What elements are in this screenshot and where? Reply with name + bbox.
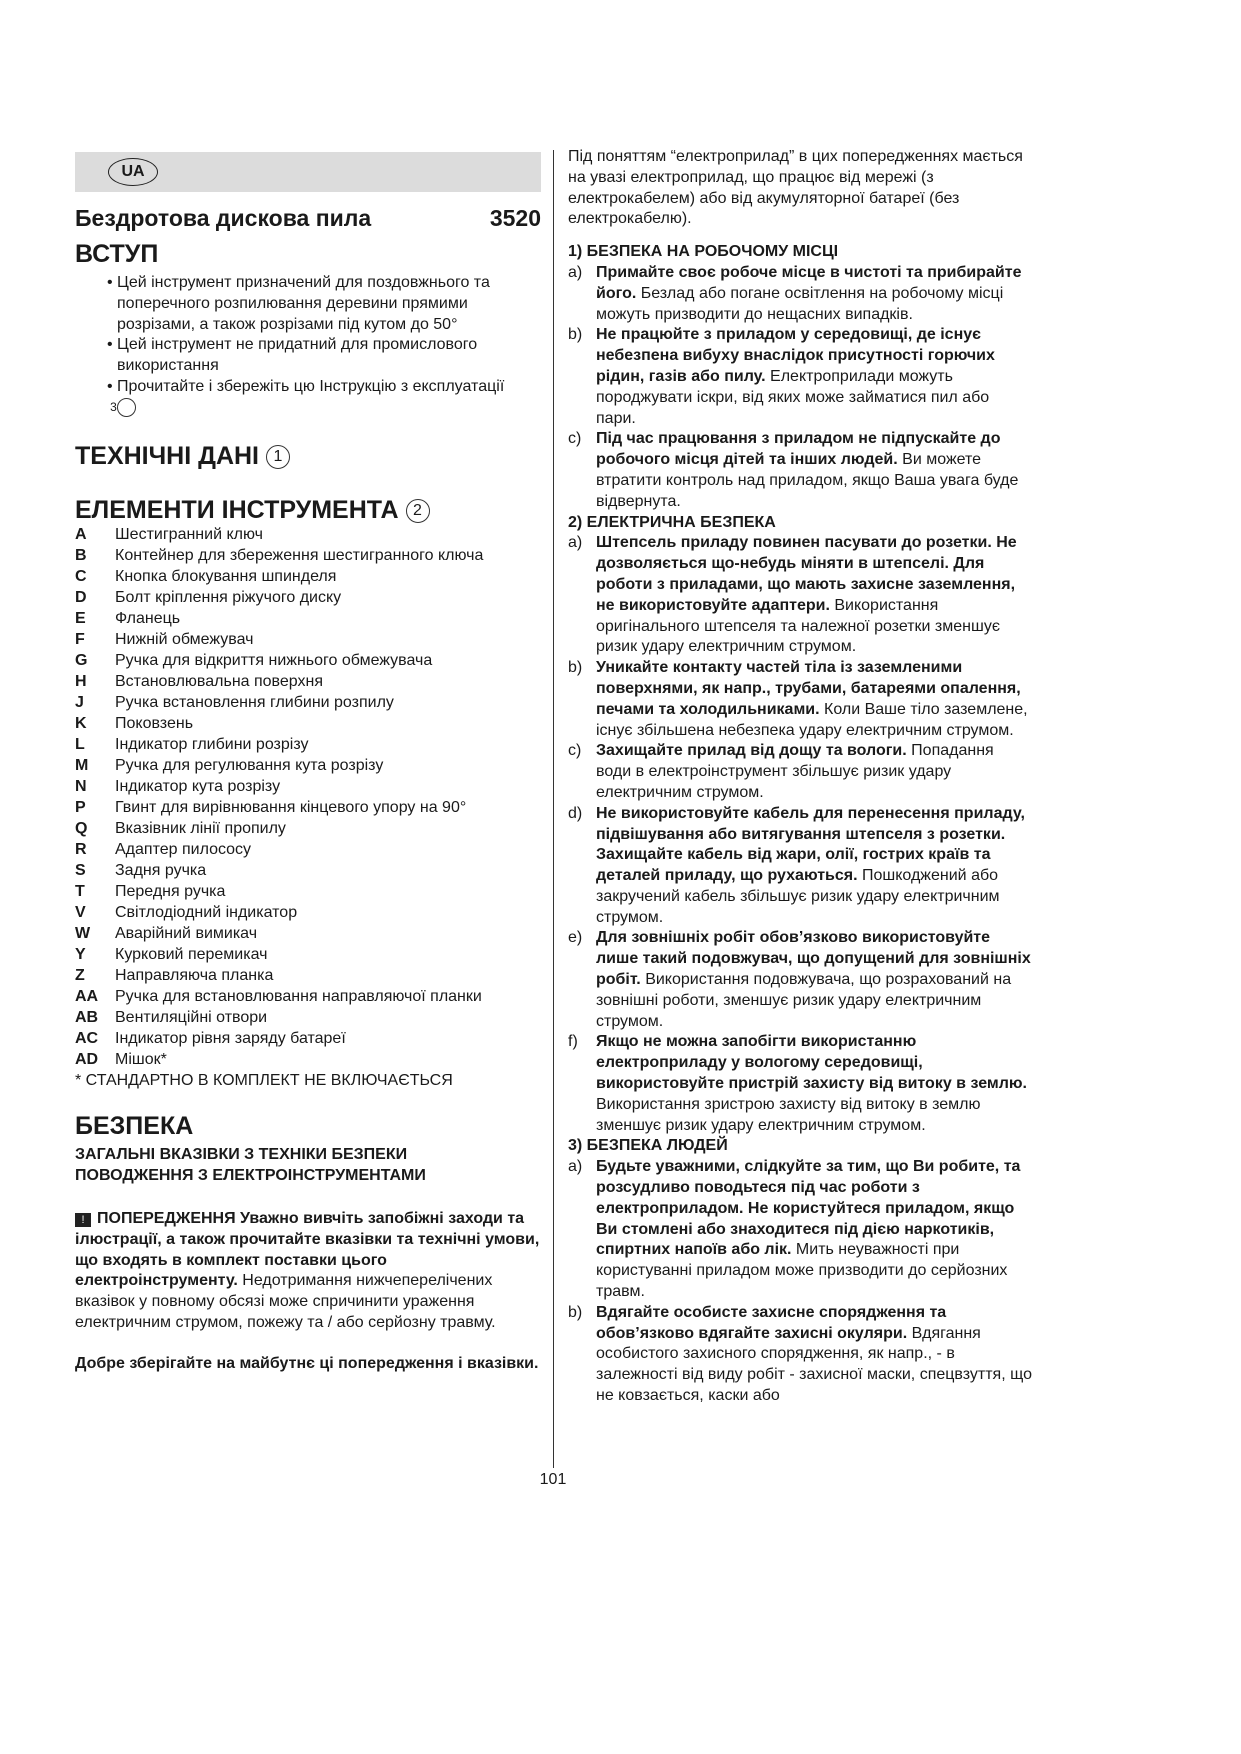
item-text: Електроприлади можуть породжувати іскри, від яких може займатися пил або пари. xyxy=(596,367,990,427)
element-label: Встановлювальна поверхня xyxy=(115,672,323,690)
safety-item xyxy=(568,429,1033,512)
element-item xyxy=(75,693,541,714)
element-key: D xyxy=(75,588,87,606)
element-label: Контейнер для збереження шестигранного ключа xyxy=(115,546,484,564)
safety-item xyxy=(568,658,1033,741)
element-key: L xyxy=(75,735,85,753)
element-item xyxy=(75,1008,541,1029)
warning-text: Недотримання нижчеперелічених вказівок у повному обсязі може спричинити ураження електричним струмом, пожежу та / або серйозну травму. xyxy=(75,1272,496,1331)
element-key: AD xyxy=(75,1050,99,1068)
item-text: Коли Ваше тіло заземлене, існує збільшена небезпека удару електричним струмом. xyxy=(596,700,1028,739)
item-letter: d) xyxy=(568,804,583,822)
elements-list xyxy=(75,525,541,1071)
element-item xyxy=(75,966,541,987)
item-letter: f) xyxy=(568,1033,578,1051)
safety-item xyxy=(568,804,1033,929)
element-key: AB xyxy=(75,1008,99,1026)
tech-heading xyxy=(75,441,541,471)
intro-bullet: • Цей інструмент призначений для поздовжнього та поперечного розпилювання деревини прямими розрізами, а також розрізами під кутом до 50° xyxy=(75,273,541,335)
element-key: V xyxy=(75,903,86,921)
model-number: 3520 xyxy=(489,205,541,231)
item-text: Вдягання особистого захисного спорядження, як напр., - в залежності від виду робіт - захисної маски, спецвзуття, що не ковзається, каски або xyxy=(596,1324,1032,1405)
item-text: Використання оригінального штепселя та належної розетки зменшує ризик удару електричним струмом. xyxy=(596,596,1000,656)
element-label: Задня ручка xyxy=(115,861,207,879)
right-column xyxy=(568,147,1033,1407)
intro-list xyxy=(75,273,541,419)
element-item xyxy=(75,924,541,945)
figure-ref: 2 xyxy=(406,499,430,523)
item-text: Безлад або погане освітлення на робочому місці можуть призводити до нещасних випадків. xyxy=(596,284,1004,323)
item-bold: Будьте уважними, слідкуйте за тим, що Ви робите, та розсудливо поводьтеся під час роботи з електроприладом. Не користуйтеся приладом, якщо Ви стомлені або знаходитеся під дією наркотиків, спиртних напоїв або лік. xyxy=(596,1158,1021,1259)
item-letter: a) xyxy=(568,534,583,552)
element-key: N xyxy=(75,777,87,795)
element-label: Ручка встановлення глибини розпилу xyxy=(115,693,394,711)
safety-item xyxy=(568,325,1033,429)
element-item xyxy=(75,567,541,588)
item-bold: Для зовнішніх робіт обов’язково використовуйте лише такий подовжувач, що допущений для зовнішніх робіт. xyxy=(596,929,1031,989)
product-name: Бездротова дискова пила xyxy=(75,205,372,231)
item-text: Використання подовжувача, що розрахований на зовнішні роботи, зменшує ризик удару електричним струмом. xyxy=(596,971,1012,1030)
element-label: Гвинт для вирівнювання кінцевого упору на 90° xyxy=(115,798,467,816)
element-item xyxy=(75,672,541,693)
element-key: E xyxy=(75,609,86,627)
element-key: AA xyxy=(75,987,99,1005)
element-label: Індикатор глибини розрізу xyxy=(115,735,309,753)
definition-paragraph: Під поняттям “електроприлад” в цих попередженнях мається на увазі електроприлад, що працює від мережі (з електрокабелем) або від акумуляторної батареї (без електрокабелю). xyxy=(568,148,1023,228)
element-item xyxy=(75,840,541,861)
element-item xyxy=(75,546,541,567)
element-item xyxy=(75,756,541,777)
element-item xyxy=(75,609,541,630)
element-label: Кнопка блокування шпинделя xyxy=(115,567,337,585)
safety-item xyxy=(568,928,1033,1032)
element-item xyxy=(75,819,541,840)
item-bold: Захищайте прилад від дощу та вологи. xyxy=(596,742,907,760)
item-bold: Уникайте контакту частей тіла із заземленими поверхнями, як напр., трубами, батареями опалення, печами та холодильниками. xyxy=(596,659,1021,718)
figure-ref: 1 xyxy=(266,445,290,469)
bullet-text: Прочитайте і збережіть цю Інструкцію з експлуатації xyxy=(117,377,505,395)
safety-heading: БЕЗПЕКА xyxy=(75,1112,194,1141)
element-label: Поковзень xyxy=(115,714,194,732)
item-letter: e) xyxy=(568,929,583,947)
section-heading: 2) ЕЛЕКТРИЧНА БЕЗПЕКА xyxy=(568,513,776,531)
heading-text: ЕЛЕМЕНТИ ІНСТРУМЕНТА xyxy=(75,495,399,524)
element-label: Ручка для відкриття нижнього обмежувача xyxy=(115,651,433,669)
document-title xyxy=(75,205,541,231)
element-key: M xyxy=(75,756,89,774)
intro-heading: ВСТУП xyxy=(75,240,159,268)
safety-item xyxy=(568,1032,1033,1136)
item-bold: Примайте своє робоче місце в чистоті та прибирайте його. xyxy=(596,263,1022,302)
element-label: Вказівник лінії пропилу xyxy=(115,819,286,837)
element-key: Z xyxy=(75,966,85,984)
element-label: Ручка для встановлювання направляючої планки xyxy=(115,987,482,1005)
element-key: T xyxy=(75,882,85,900)
section-heading: 3) БЕЗПЕКА ЛЮДЕЙ xyxy=(568,1137,728,1155)
element-key: P xyxy=(75,798,86,816)
element-key: A xyxy=(75,525,87,543)
item-text: Ви можете втратити контроль над приладом, якщо Ваша увага буде відвернута. xyxy=(596,451,1019,510)
item-text: Попадання води в електроінструмент збільшує ризик удару електричним струмом. xyxy=(596,742,994,801)
element-key: S xyxy=(75,861,86,879)
element-item xyxy=(75,1050,541,1071)
element-item xyxy=(75,714,541,735)
column-divider xyxy=(553,150,554,1468)
language-band xyxy=(75,152,541,192)
element-key: W xyxy=(75,924,91,942)
element-key: J xyxy=(75,693,84,711)
element-item xyxy=(75,1029,541,1050)
item-bold: Якщо не можна запобігти використанню електроприладу у вологому середовищі, використовуйте пристрій захисту від витоку в землю. xyxy=(596,1033,1027,1093)
element-key: R xyxy=(75,840,87,858)
element-item xyxy=(75,945,541,966)
keep-instructions: Добре зберігайте на майбутнє ці попередження і вказівки. xyxy=(75,1354,539,1372)
element-label: Направляюча планка xyxy=(115,966,274,984)
element-item xyxy=(75,903,541,924)
safety-item xyxy=(568,263,1033,325)
element-label: Нижній обмежувач xyxy=(115,630,254,648)
item-bold: Не працюйте з приладом у середовищі, де існує небезпена вибуху внаслідок присутності горючих рідин, газів або пилу. xyxy=(596,326,995,385)
element-item xyxy=(75,987,541,1008)
element-label: Курковий перемикач xyxy=(115,945,268,963)
intro-bullet: • Цей інструмент не придатний для промислового використання xyxy=(75,335,541,377)
element-key: G xyxy=(75,651,88,669)
item-letter: b) xyxy=(568,326,583,344)
item-bold: Не використовуйте кабель для перенесення приладу, підвішування або витягування штепселя з розетки. Захищайте кабель від жари, олії, гострих країв та деталей приладу, що рухаються. xyxy=(596,804,1025,885)
element-item xyxy=(75,777,541,798)
item-letter: c) xyxy=(568,430,582,448)
element-label: Індикатор рівня заряду батареї xyxy=(115,1029,346,1047)
item-letter: a) xyxy=(568,1158,583,1176)
element-key: F xyxy=(75,630,85,648)
element-label: Болт кріплення ріжучого диску xyxy=(115,588,342,606)
item-letter: b) xyxy=(568,1303,583,1321)
element-key: Y xyxy=(75,945,86,963)
element-label: Шестигранний ключ xyxy=(115,525,263,543)
element-label: Вентиляційні отвори xyxy=(115,1008,268,1026)
item-bold: Під час працювання з приладом не підпускайте до робочого місця дітей та інших людей. xyxy=(596,430,1001,469)
element-item xyxy=(75,735,541,756)
item-text: Пошкоджений або закручений кабель збільшує ризик удару електричним струмом. xyxy=(596,867,1000,926)
element-item xyxy=(75,588,541,609)
element-item xyxy=(75,861,541,882)
safety-item xyxy=(568,533,1033,658)
item-text: Використання зристрою захисту від витоку в землю зменшує ризик удару електричним струмом. xyxy=(596,1095,981,1134)
page-number: 101 xyxy=(539,1471,567,1488)
element-label: Фланець xyxy=(115,609,181,627)
element-key: B xyxy=(75,546,87,564)
safety-subheading: ЗАГАЛЬНІ ВКАЗІВКИ З ТЕХНІКИ БЕЗПЕКИ ПОВОДЖЕННЯ З ЕЛЕКТРОІНСТРУМЕНТАМИ xyxy=(75,1146,426,1185)
element-label: Адаптер пилососу xyxy=(115,840,252,858)
left-column xyxy=(75,152,541,1375)
item-letter: a) xyxy=(568,263,583,281)
element-label: Мішок* xyxy=(115,1050,167,1068)
item-bold: Вдягайте особисте захисне спорядження та обов’язково вдягайте захисні окуляри. xyxy=(596,1303,947,1342)
heading-text: ТЕХНІЧНІ ДАНІ xyxy=(75,441,259,470)
section-heading: 1) БЕЗПЕКА НА РОБОЧОМУ МІСЦІ xyxy=(568,243,839,261)
figure-ref: 3 xyxy=(117,398,136,417)
safety-item xyxy=(568,1157,1033,1303)
element-item xyxy=(75,525,541,546)
warning-paragraph xyxy=(75,1209,541,1334)
element-key: K xyxy=(75,714,87,732)
warning-bold: ПОПЕРЕДЖЕННЯ Уважно вивчіть запобіжні заходи та ілюстрації, а також прочитайте вказівки та технічні умови, що входять в комплект поставки цього електроінструменту. xyxy=(75,1209,540,1290)
element-label: Аварійний вимикач xyxy=(115,924,258,942)
element-label: Індикатор кута розрізу xyxy=(115,777,281,795)
intro-bullet xyxy=(75,377,541,419)
element-key: Q xyxy=(75,819,88,837)
footnote: * СТАНДАРТНО В КОМПЛЕКТ НЕ ВКЛЮЧАЄТЬСЯ xyxy=(75,1071,453,1089)
element-key: AC xyxy=(75,1029,99,1047)
element-key: C xyxy=(75,567,87,585)
safety-item xyxy=(568,741,1033,803)
item-bold: Штепсель приладу повинен пасувати до розетки. Не дозволяється що-небудь міняти в штепселі. Для роботи з приладами, що мають захисне заземлення, не використовуйте адаптери. xyxy=(596,534,1017,614)
item-letter: c) xyxy=(568,742,582,760)
language-badge: UA xyxy=(108,158,158,186)
element-label: Ручка для регулювання кута розрізу xyxy=(115,756,384,774)
element-label: Світлодіодний індикатор xyxy=(115,903,298,921)
elements-heading xyxy=(75,495,541,525)
safety-sections xyxy=(568,242,1033,1407)
element-item xyxy=(75,882,541,903)
safety-item xyxy=(568,1303,1033,1407)
element-item xyxy=(75,630,541,651)
item-letter: b) xyxy=(568,659,583,677)
element-key: H xyxy=(75,672,87,690)
element-label: Передня ручка xyxy=(115,882,226,900)
item-text: Мить неуважності при користуванні приладом може призводити до серйозних травм. xyxy=(596,1241,1008,1301)
element-item xyxy=(75,651,541,672)
element-item xyxy=(75,798,541,819)
warning-icon: ! xyxy=(75,1213,91,1227)
